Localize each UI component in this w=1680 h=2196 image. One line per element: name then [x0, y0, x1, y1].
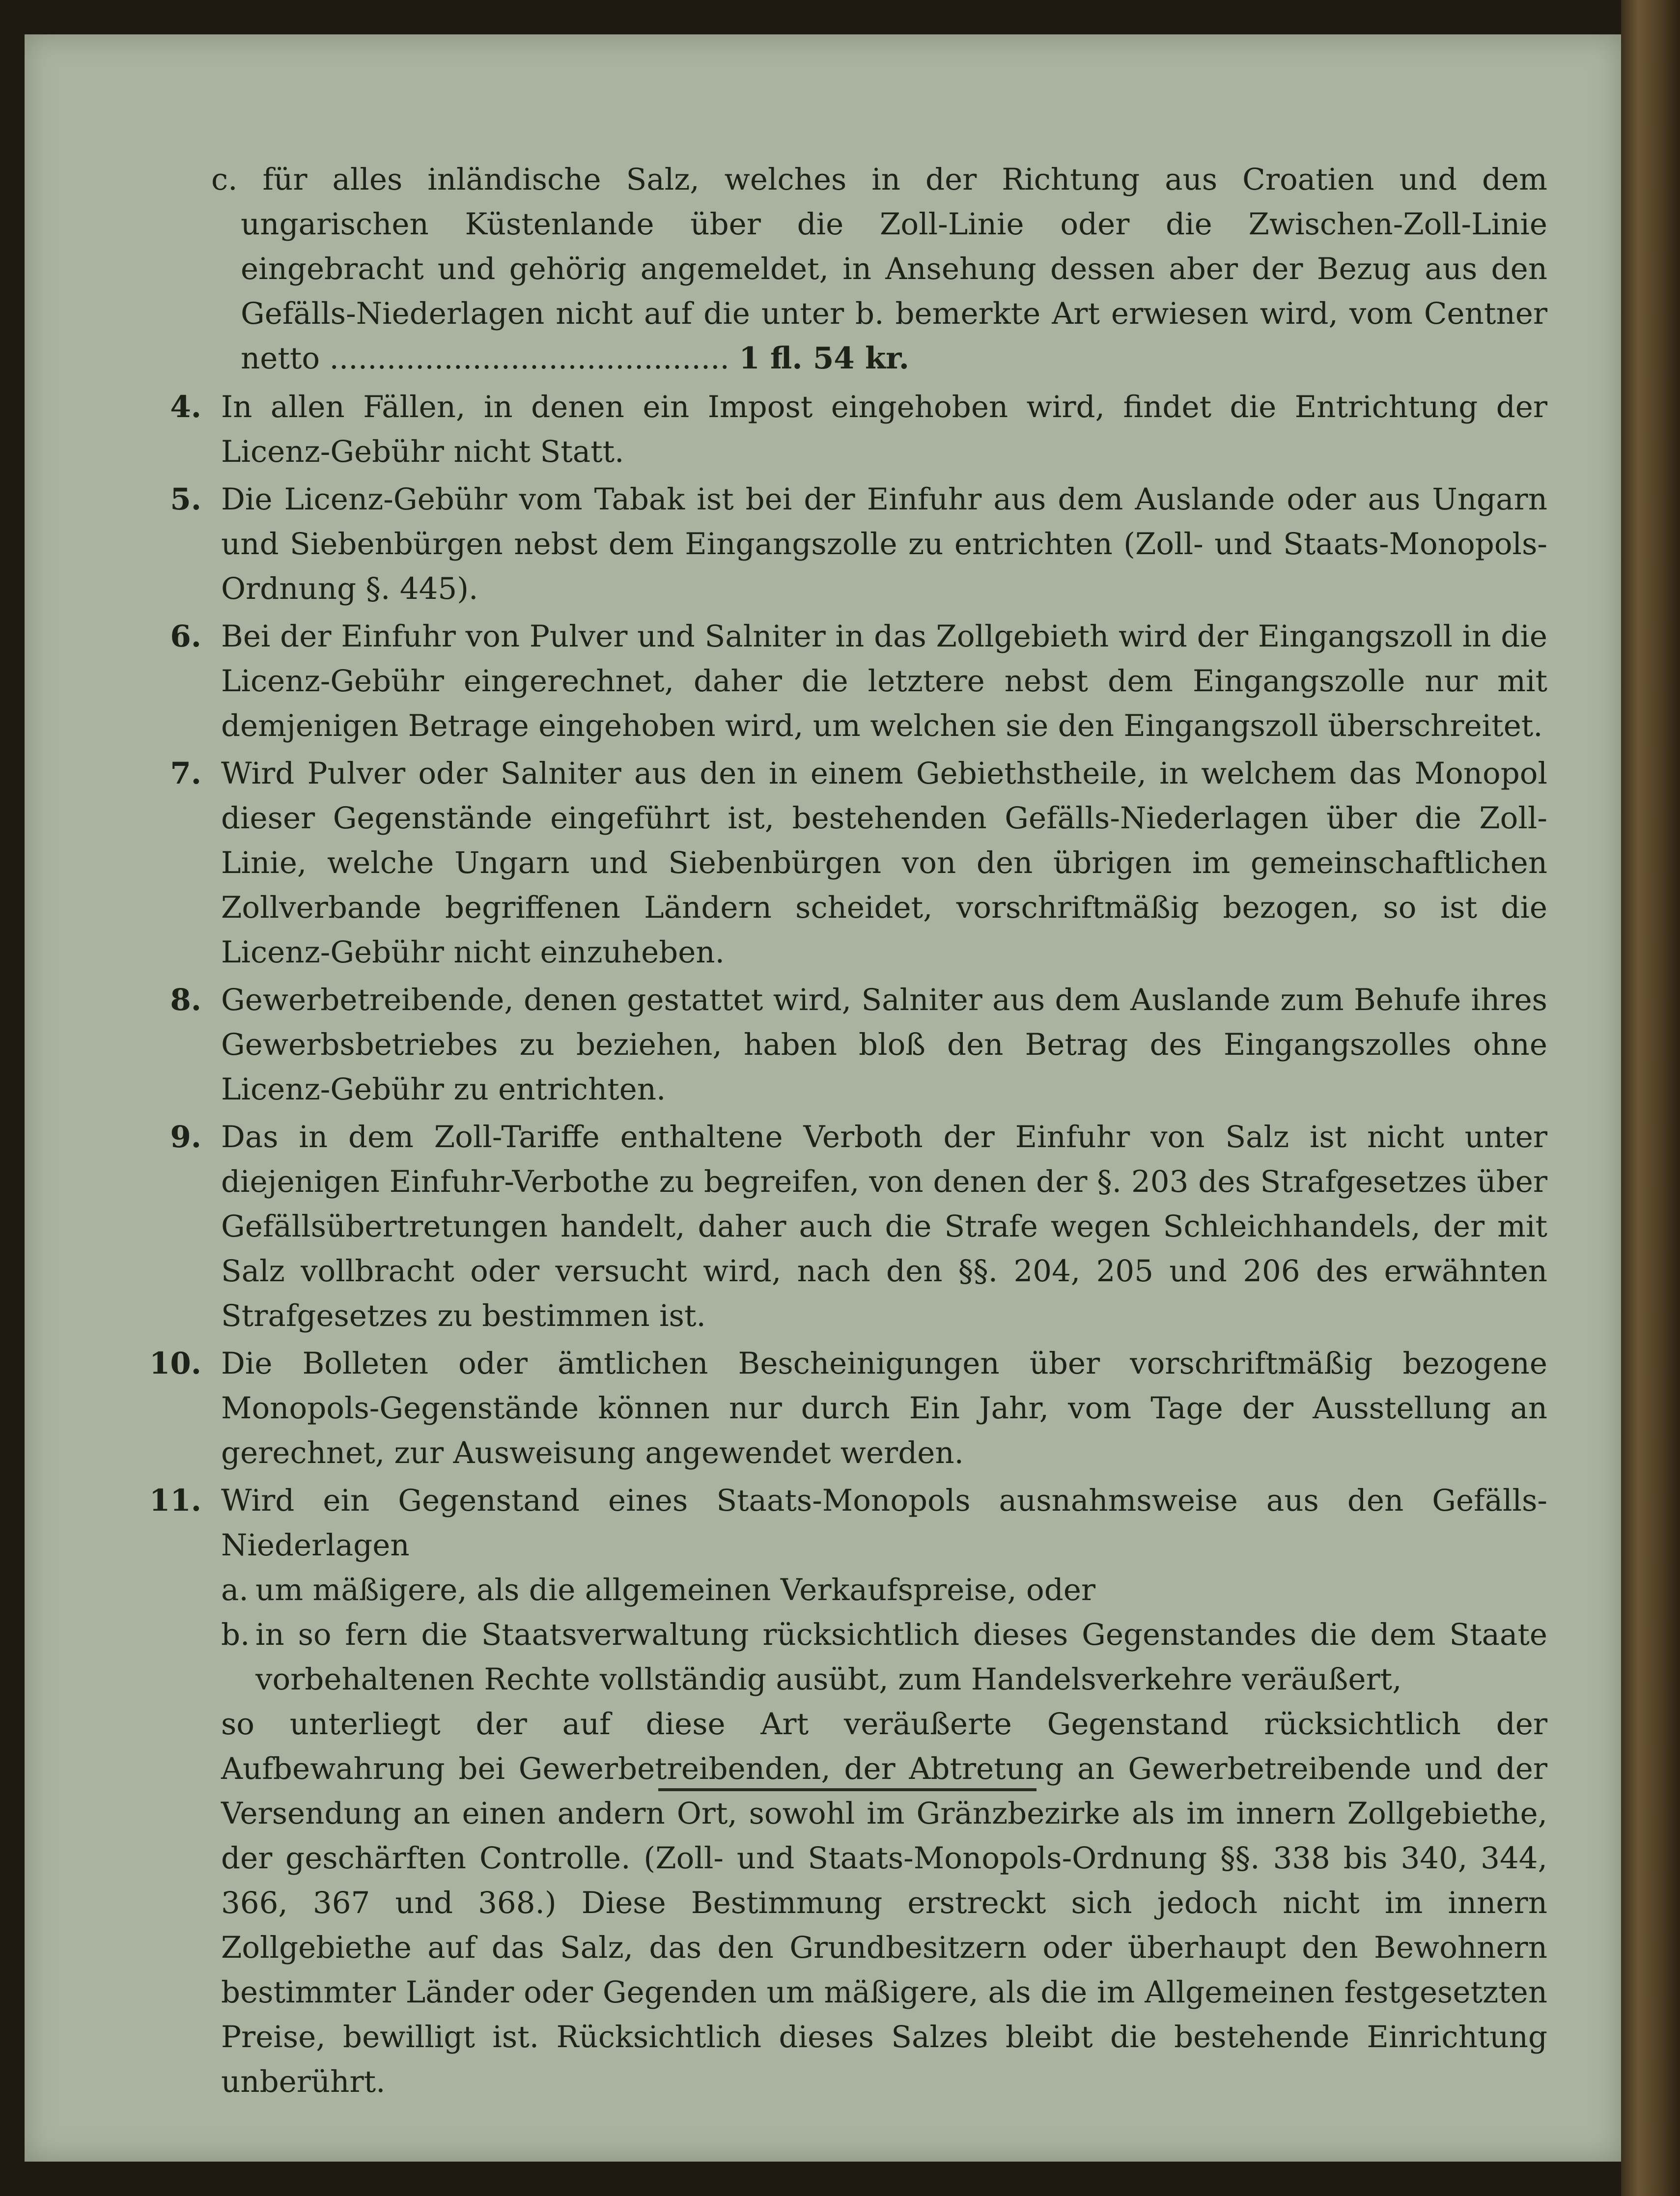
- sub-letter-a: a.: [221, 1573, 249, 1607]
- section-c-letter: c.: [211, 162, 238, 197]
- paragraph-9: [133, 1115, 1547, 1338]
- paragraph-number: 5.: [170, 482, 201, 517]
- paragraph-number: 10.: [149, 1346, 201, 1381]
- section-c-amount: 1 fl. 54 kr.: [739, 341, 909, 376]
- paragraph-text: Wird Pulver oder Salniter aus den in einem Gebiethstheile, in welchem das Monopol dieser Gegenstände eingeführt ist, bestehenden Gefälls-Niederlagen über die Zoll-Linie, welche Ungarn und Siebenbürgen von den übrigen im gemeinschaftlichen Zollverbande begriffenen Ländern scheidet, vorschriftmäßig bezogen, so ist die Licenz-Gebühr nicht einzuheben.: [221, 756, 1547, 970]
- sub-letter-b: b.: [221, 1617, 250, 1652]
- sub-b-text: in so fern die Staatsverwaltung rücksichtlich dieses Gegenstandes die dem Staate vorbehaltenen Rechte vollständig ausübt, zum Handelsverkehre veräußert,: [255, 1617, 1547, 1697]
- paragraph-number: 9.: [170, 1120, 201, 1154]
- paragraph-8: [133, 978, 1547, 1112]
- paragraph-text: Das in dem Zoll-Tariffe enthaltene Verboth der Einfuhr von Salz ist nicht unter diejenigen Einfuhr-Verbothe zu begreifen, von denen der §. 203 des Strafgesetzes über Gefällsübertretungen handelt, daher auch die Strafe wegen Schleichhandels, der mit Salz vollbracht oder versucht wird, nach den §§. 204, 205 und 206 des erwähnten Strafgesetzes zu bestimmen ist.: [221, 1120, 1547, 1333]
- book-binding-edge: [1621, 0, 1680, 2196]
- paragraph-number: 6.: [170, 619, 201, 654]
- section-c-dots: ..........................................: [329, 341, 729, 376]
- paragraph-text: Bei der Einfuhr von Pulver und Salniter in das Zollgebieth wird der Eingangszoll in die Licenz-Gebühr eingerechnet, daher die letztere nebst dem Eingangszolle nur mit demjenigen Betrage eingehoben wird, um welchen sie den Eingangszoll überschreitet.: [221, 619, 1547, 743]
- section-c-text: für alles inländische Salz, welches in der Richtung aus Croatien und dem ungarischen Küstenlande über die Zoll-Linie oder die Zwischen-Zoll-Linie eingebracht und gehörig angemeldet, in Ansehung dessen aber der Bezug aus den Gefälls-Niederlagen nicht auf die unter b. bemerkte Art erwiesen wird, vom Centner netto: [241, 162, 1547, 376]
- paragraph-11-sub-a: [221, 1568, 1547, 1612]
- paragraph-text: Die Licenz-Gebühr vom Tabak ist bei der Einfuhr aus dem Auslande oder aus Ungarn und Siebenbürgen nebst dem Eingangszolle zu entrichten (Zoll- und Staats-Monopols-Ordnung §. 445).: [221, 482, 1547, 606]
- paragraph-11: [133, 1478, 1547, 2104]
- paragraph-11-intro: Wird ein Gegenstand eines Staats-Monopols ausnahmsweise aus den Gefälls-Niederlagen: [221, 1483, 1547, 1563]
- paragraph-5: [133, 477, 1547, 611]
- paragraph-10: [133, 1341, 1547, 1475]
- paragraph-11-conclusion: so unterliegt der auf diese Art veräußerte Gegenstand rücksichtlich der Aufbewahrung bei Gewerbetreibenden, der Abtretung an Gewerbetreibende und der Versendung an einen andern Ort, sowohl im Gränzbezirke als im innern Zollgebiethe, der geschärften Controlle. (Zoll- und Staats-Monopols-Ordnung §§. 338 bis 340, 344, 366, 367 und 368.) Diese Bestimmung erstreckt sich jedoch nicht im innern Zollgebiethe auf das Salz, das den Grundbesitzern oder überhaupt den Bewohnern bestimmter Länder oder Gegenden um mäßigere, als die im Allgemeinen festgesetzten Preise, bewilligt ist. Rücksichtlich dieses Salzes bleibt die bestehende Einrichtung unberührt.: [221, 1707, 1547, 2099]
- paragraph-number: 11.: [149, 1483, 201, 1518]
- closing-rule-divider: [658, 1788, 1036, 1791]
- document-body: [133, 157, 1547, 2107]
- paragraph-text: In allen Fällen, in denen ein Impost eingehoben wird, findet die Entrichtung der Licenz-Gebühr nicht Statt.: [221, 390, 1547, 469]
- paragraph-text: Die Bolleten oder ämtlichen Bescheinigungen über vorschriftmäßig bezogene Monopols-Gegenstände können nur durch Ein Jahr, vom Tage der Ausstellung an gerechnet, zur Ausweisung angewendet werden.: [221, 1346, 1547, 1470]
- paragraph-11-sub-b: [221, 1612, 1547, 1702]
- paragraph-number: 8.: [170, 983, 201, 1017]
- section-c: [133, 157, 1547, 381]
- paragraph-number: 4.: [170, 390, 201, 424]
- paragraph-text: Gewerbetreibende, denen gestattet wird, Salniter aus dem Auslande zum Behufe ihres Gewerbsbetriebes zu beziehen, haben bloß den Betrag des Eingangszolles ohne Licenz-Gebühr zu entrichten.: [221, 983, 1547, 1107]
- paragraph-number: 7.: [170, 756, 201, 791]
- paragraph-6: [133, 614, 1547, 748]
- sub-a-text: um mäßigere, als die allgemeinen Verkaufspreise, oder: [255, 1573, 1096, 1607]
- paragraph-7: [133, 751, 1547, 975]
- paragraph-4: [133, 385, 1547, 474]
